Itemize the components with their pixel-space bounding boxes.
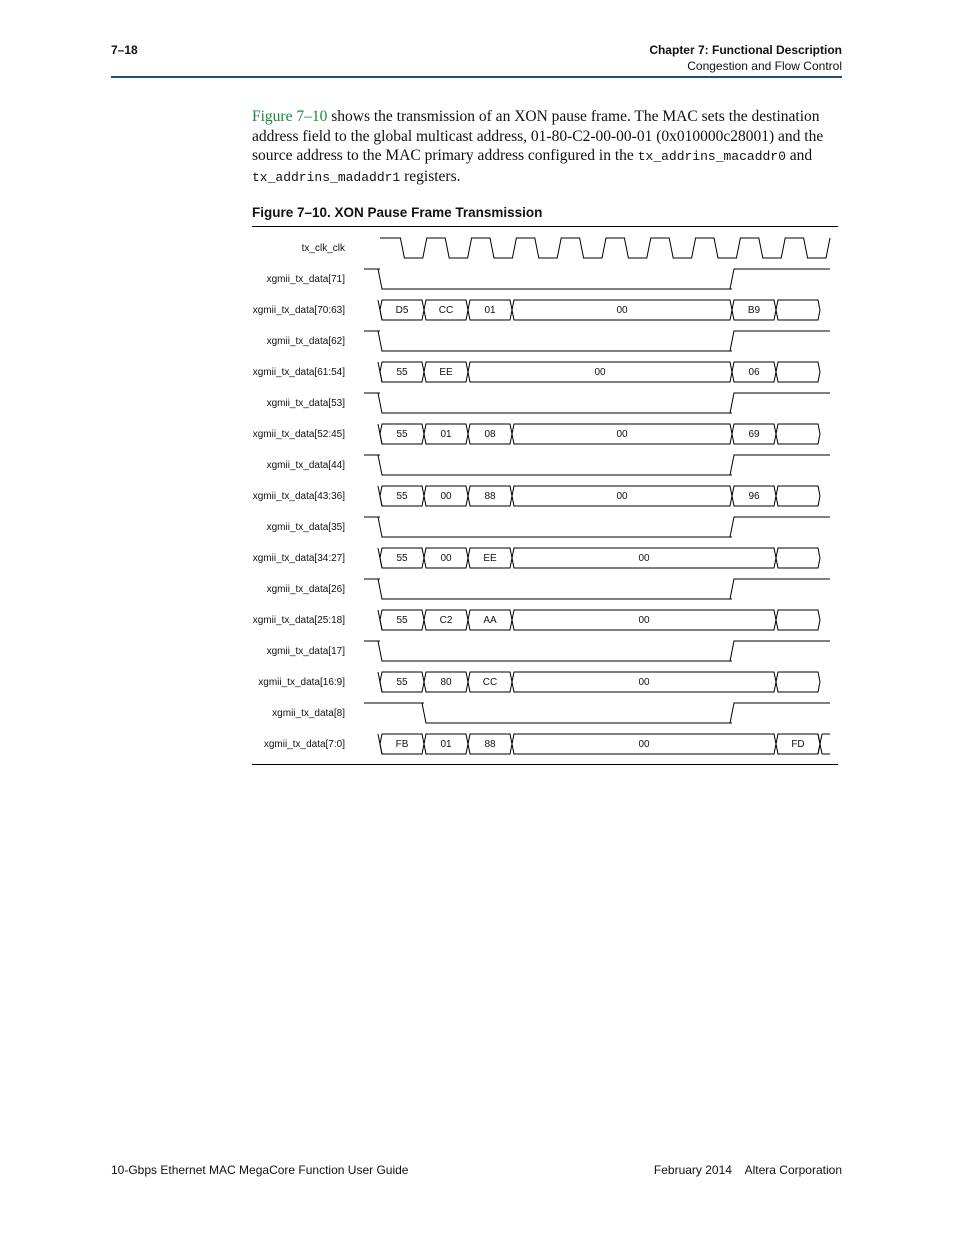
bus-value: 08 [484, 429, 496, 440]
signal-label: xgmii_tx_data[25:18] [252, 615, 345, 626]
bit-waveform [364, 641, 830, 661]
signal-label: xgmii_tx_data[61:54] [252, 367, 345, 378]
bus-segment [776, 610, 820, 630]
bus-value: 55 [396, 367, 408, 378]
bus-segment [776, 424, 820, 444]
bus-value: D5 [395, 305, 409, 316]
register-name-1: tx_addrins_macaddr0 [637, 149, 786, 165]
signal-label: xgmii_tx_data[71] [266, 274, 345, 285]
footer-date-company: February 2014 Altera Corporation [653, 1163, 842, 1177]
signal-label: xgmii_tx_data[44] [266, 460, 345, 471]
signal-label: tx_clk_clk [301, 243, 345, 254]
body-text-3: registers. [400, 167, 461, 185]
clock-waveform [380, 238, 830, 258]
footer-guide-title: 10-Gbps Ethernet MAC MegaCore Function User Guide [111, 1163, 409, 1177]
bus-value: EE [439, 367, 453, 378]
figure-caption: Figure 7–10. XON Pause Frame Transmission [252, 205, 543, 220]
chapter-title: Chapter 7: Functional Description [649, 43, 842, 57]
bus-value: 01 [440, 739, 452, 750]
bus-value: CC [482, 677, 498, 688]
bus-value: 55 [396, 429, 408, 440]
bus-transition [818, 734, 830, 754]
body-text-1: shows the transmission of an XON pause frame. The MAC sets the destination address field to the global multicast address, 01-80-C2-00-00-01 (0x010000c28001) and the source address to the MAC primary address configured in the [252, 108, 824, 165]
bus-value: CC [438, 305, 454, 316]
bus-value: EE [483, 553, 497, 564]
bus-value: FD [791, 739, 805, 750]
bus-segment [776, 486, 820, 506]
bus-value: 00 [440, 553, 452, 564]
signal-label: xgmii_tx_data[34:27] [252, 553, 345, 564]
signal-label: xgmii_tx_data[62] [266, 336, 345, 347]
bus-segment [776, 362, 820, 382]
bus-value: 55 [396, 491, 408, 502]
bus-value: 00 [616, 429, 628, 440]
bus-value: 55 [396, 677, 408, 688]
bus-value: 00 [594, 367, 606, 378]
bus-value: 01 [440, 429, 452, 440]
bus-value: C2 [439, 615, 453, 626]
section-title: Congestion and Flow Control [687, 59, 842, 73]
bus-value: 96 [748, 491, 760, 502]
signal-label: xgmii_tx_data[16:9] [258, 677, 345, 688]
signal-label: xgmii_tx_data[53] [266, 398, 345, 409]
page-number: 7–18 [111, 43, 138, 57]
signal-label: xgmii_tx_data[43:36] [252, 491, 345, 502]
bus-value: AA [483, 615, 497, 626]
bus-value: 88 [484, 739, 496, 750]
bus-segment [776, 300, 820, 320]
signal-label: xgmii_tx_data[70:63] [252, 305, 345, 316]
bit-waveform [364, 393, 830, 413]
bus-value: 69 [748, 429, 760, 440]
bit-waveform [364, 517, 830, 537]
bus-value: 55 [396, 615, 408, 626]
bus-value: 00 [638, 615, 650, 626]
bus-value: B9 [747, 305, 761, 316]
bit-waveform [364, 579, 830, 599]
figure-link[interactable]: Figure 7–10 [252, 108, 328, 125]
signal-label: xgmii_tx_data[17] [266, 646, 345, 657]
bus-value: 00 [638, 677, 650, 688]
bus-value: 80 [440, 677, 452, 688]
bit-waveform [364, 455, 830, 475]
signal-label: xgmii_tx_data[35] [266, 522, 345, 533]
bit-waveform [364, 703, 830, 723]
bit-waveform [364, 331, 830, 351]
bus-value: 00 [638, 739, 650, 750]
bus-value: FB [395, 739, 409, 750]
bit-waveform [364, 269, 830, 289]
bus-value: 00 [440, 491, 452, 502]
signal-label: xgmii_tx_data[26] [266, 584, 345, 595]
bus-segment [776, 548, 820, 568]
bus-value: 01 [484, 305, 496, 316]
bus-segment [776, 672, 820, 692]
bus-value: 55 [396, 553, 408, 564]
bus-value: 88 [484, 491, 496, 502]
signal-label: xgmii_tx_data[52:45] [252, 429, 345, 440]
figure-bottom-rule [252, 764, 838, 765]
bus-value: 00 [638, 553, 650, 564]
signal-label: xgmii_tx_data[8] [272, 708, 345, 719]
signal-label: xgmii_tx_data[7:0] [263, 739, 345, 750]
bus-value: 06 [748, 367, 760, 378]
body-text-2: and [785, 147, 813, 165]
bus-value: 00 [616, 305, 628, 316]
bus-value: 00 [616, 491, 628, 502]
register-name-2: tx_addrins_madaddr1 [252, 169, 401, 185]
